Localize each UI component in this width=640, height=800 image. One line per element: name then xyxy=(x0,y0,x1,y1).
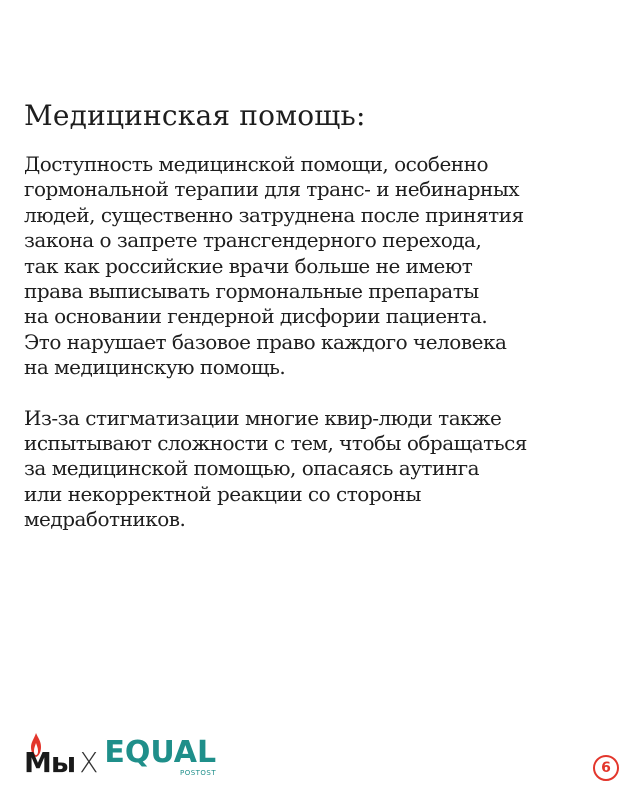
logo-x-separator: X xyxy=(79,746,99,779)
logo-postost-text: POSTOST xyxy=(179,769,217,777)
text-line: закона о запрете трансгендерного перехода, xyxy=(24,228,482,253)
text-line: права выписывать гормональные препараты xyxy=(24,279,479,304)
main-content xyxy=(24,96,624,533)
paragraph-2 xyxy=(24,406,624,533)
text-line: за медицинской помощью, опасаясь аутинга xyxy=(24,456,480,481)
text-line: на основании гендерной дисфории пациента. xyxy=(24,304,488,329)
text-line: Это нарушает базовое право каждого человека xyxy=(24,329,507,354)
text-line: испытывают сложности с тем, чтобы обращаться xyxy=(24,431,527,456)
text-line: так как российские врачи больше не имеют xyxy=(24,253,473,278)
equal-logo xyxy=(104,735,217,777)
logo-my-text: Мы xyxy=(24,746,76,779)
text-line: медработников. xyxy=(24,507,186,532)
partner-logos xyxy=(24,737,216,777)
text-line: людей, существенно затруднена после принятия xyxy=(24,202,524,227)
text-line: Доступность медицинской помощи, особенно xyxy=(24,152,489,176)
text-line: Из-за стигматизации многие квир-люди также xyxy=(24,405,502,430)
page-title: Медицинская помощь: xyxy=(24,99,366,132)
text-line: или некорректной реакции со стороны xyxy=(24,481,421,506)
paragraph-1 xyxy=(24,152,624,381)
logo-equal-text: EQUAL xyxy=(104,735,217,770)
my-logo xyxy=(24,746,76,779)
text-line: гормональной терапии для транс- и небинарных xyxy=(24,177,520,202)
page-number-badge: 6 xyxy=(593,755,619,781)
text-line: на медицинскую помощь. xyxy=(24,355,286,380)
